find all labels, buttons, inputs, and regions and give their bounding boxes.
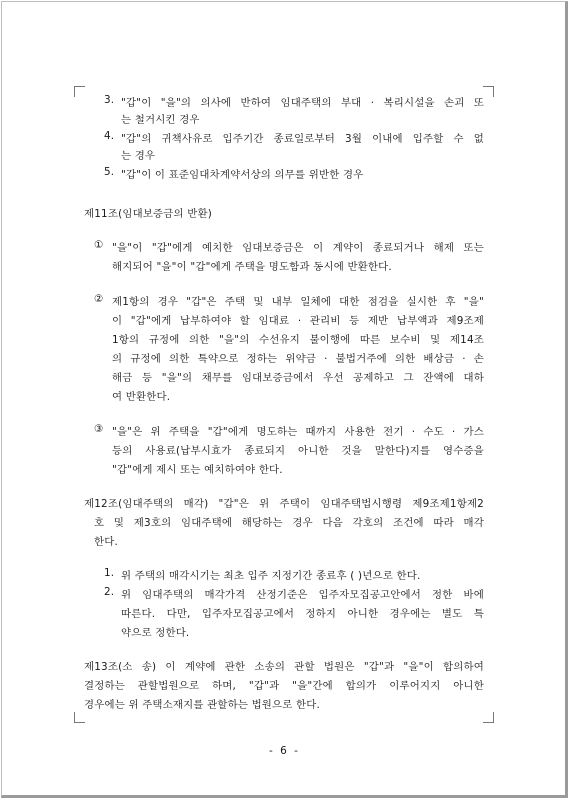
paragraph-text: 해지되어 "을"이 "갑"에게 주택을 명도함과 동시에 반환한다. — [112, 261, 392, 273]
list-item-text: "갑"이 "을"의 의사에 반하여 임대주택의 부대 · 복리시설을 손괴 또 — [121, 97, 484, 109]
list-item-text: 는 경우 — [121, 150, 156, 162]
paragraph-text: "을"은 위 주택을 "갑"에게 명도하는 때까지 사용한 전기 · 수도 · 가스 — [112, 426, 484, 438]
article-title: 제11조(임대보증금의 반환) — [84, 208, 213, 220]
paragraph-text: 제1항의 경우 "갑"은 주택 및 내부 일체에 대한 점검을 실시한 후 "을" — [112, 296, 484, 308]
paragraph-text: 1항의 규정에 의한 "을"의 수선유지 불이행에 따른 보수비 및 제14조 — [112, 334, 484, 346]
margin-corner-mark — [74, 86, 85, 97]
paragraph-text: "갑"에게 제시 또는 예치하여야 한다. — [112, 464, 283, 476]
margin-corner-mark — [74, 712, 85, 723]
list-item-text: 약으로 정한다. — [121, 627, 190, 639]
article-text: 호 및 제3호의 임대주택에 해당하는 경우 다음 각호의 조건에 따라 매각 — [94, 517, 484, 529]
list-item-text: "갑"이 이 표준임대차계약서상의 의무를 위반한 경우 — [121, 169, 364, 181]
paragraph-marker: ① — [94, 239, 104, 251]
list-item-text: 위 임대주택의 매각가격 산정기준은 입주자모집공고안에서 정한 바에 — [121, 589, 484, 601]
page-number: - 6 - — [269, 745, 300, 757]
paragraph-text: 등의 사용료(납부시효가 종료되지 아니한 것을 말한다)지를 영수증을 — [112, 445, 484, 457]
list-item-text: 는 철거시킨 경우 — [121, 114, 200, 126]
article-text: 한다. — [94, 536, 118, 548]
list-item-number: 3. — [104, 94, 115, 106]
paragraph-text: 여 반환한다. — [112, 391, 171, 403]
paragraph-text: 해금 등 "을"의 채무를 임대보증금에서 우선 공제하고 그 잔액에 대하 — [112, 372, 484, 384]
article-text: 제12조(임대주택의 매각) "갑"은 위 주택이 임대주택법시행령 제9조제1항제2 — [84, 498, 484, 510]
article-text: 경우에는 위 주택소재지를 관할하는 법원으로 한다. — [84, 699, 320, 711]
paragraph-marker: ③ — [94, 423, 104, 435]
article-text: 결정하는 관할법원으로 하며, "갑"과 "을"간에 합의가 이루어지지 아니한 — [84, 680, 484, 692]
margin-corner-mark — [483, 712, 494, 723]
margin-corner-mark — [483, 86, 494, 97]
list-item-number: 5. — [104, 166, 115, 178]
list-item-number: 4. — [104, 130, 115, 142]
paragraph-text: 의 규정에 의한 특약으로 정하는 위약금 · 불법거주에 의한 배상금 · 손 — [112, 353, 484, 365]
paragraph-marker: ② — [94, 293, 104, 305]
list-item-number: 1. — [104, 567, 115, 579]
list-item-text: 따른다. 다만, 입주자모집공고에서 정하지 아니한 경우에는 별도 특 — [121, 608, 484, 620]
list-item-number: 2. — [104, 586, 115, 598]
list-item-text: 위 주택의 매각시기는 최초 입주 지정기간 종료후 ( )년으로 한다. — [121, 570, 421, 582]
paragraph-text: 이 "갑"에게 납부하여야 할 임대료 · 관리비 등 제반 납부액과 제9조제 — [112, 315, 484, 327]
paragraph-text: "을"이 "갑"에게 예치한 임대보증금은 이 계약이 종료되거나 해제 또는 — [112, 242, 484, 254]
list-item-text: "갑"의 귀책사유로 입주기간 종료일로부터 3월 이내에 입주할 수 없 — [121, 133, 484, 145]
article-text: 제13조(소 송) 이 계약에 관한 소송의 관할 법원은 "갑"과 "을"이 합의하여 — [84, 661, 484, 673]
